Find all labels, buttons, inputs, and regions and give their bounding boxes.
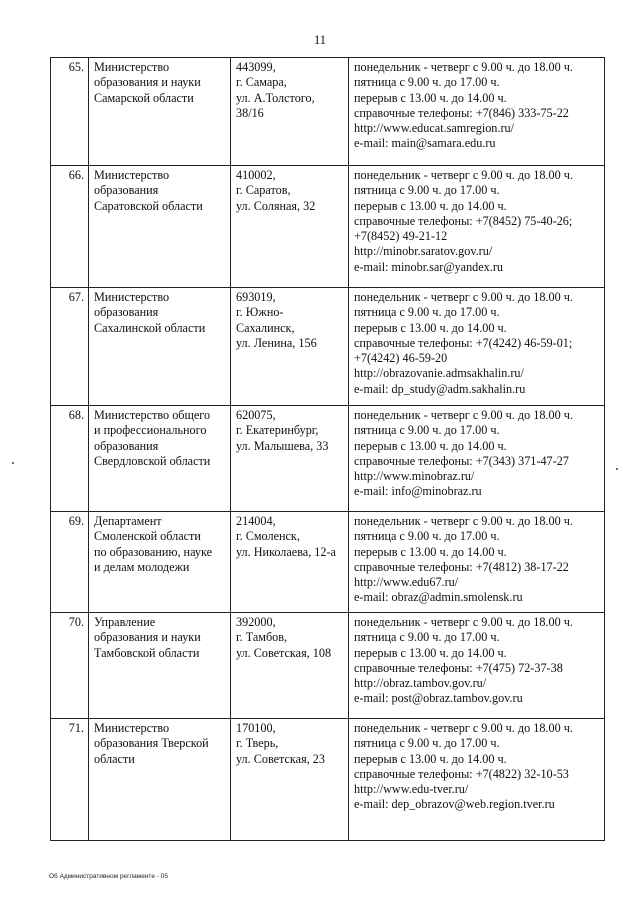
contact-info: понедельник - четверг с 9.00 ч. до 18.00 ч. пятница с 9.00 ч. до 17.00 ч. перерыв с 13.00 ч. до 14.00 ч. справочные телефоны: +7(475) 72-37-38 http://obraz.tambov.gov.ru/ e-mail: post@obraz.tambov.gov.ru: [349, 613, 605, 719]
page-number: 11: [313, 33, 327, 47]
organization-name: Министерство общего и профессионального образования Свердловской области: [89, 406, 231, 512]
table-row: [51, 719, 605, 841]
organization-name: Департамент Смоленской области по образованию, науке и делам молодежи: [89, 512, 231, 613]
organization-address: 620075, г. Екатеринбург, ул. Малышева, 33: [231, 406, 349, 512]
organization-address: 443099, г. Самара, ул. А.Толстого, 38/16: [231, 58, 349, 166]
organization-address: 693019, г. Южно- Сахалинск, ул. Ленина, 156: [231, 288, 349, 406]
table-row: [51, 512, 605, 613]
row-number: 66.: [51, 166, 89, 288]
contact-info: понедельник - четверг с 9.00 ч. до 18.00 ч. пятница с 9.00 ч. до 17.00 ч. перерыв с 13.00 ч. до 14.00 ч. справочные телефоны: +7(8452) 75-40-26; +7(8452) 49-21-12 http://minobr.saratov.gov.ru/ e-mail: minobr.sar@yandex.ru: [349, 166, 605, 288]
row-number: 68.: [51, 406, 89, 512]
row-number: 69.: [51, 512, 89, 613]
document-footer: Об Административном регламенте - 05: [49, 873, 168, 880]
ministries-table: [50, 57, 605, 841]
organization-name: Министерство образования Саратовской области: [89, 166, 231, 288]
contact-info: понедельник - четверг с 9.00 ч. до 18.00 ч. пятница с 9.00 ч. до 17.00 ч. перерыв с 13.00 ч. до 14.00 ч. справочные телефоны: +7(4812) 38-17-22 http://www.edu67.ru/ e-mail: obraz@admin.smolensk.ru: [349, 512, 605, 613]
organization-address: 214004, г. Смоленск, ул. Николаева, 12-а: [231, 512, 349, 613]
table-row: [51, 288, 605, 406]
scan-speck: [616, 468, 618, 470]
organization-name: Министерство образования Тверской области: [89, 719, 231, 841]
organization-address: 410002, г. Саратов, ул. Соляная, 32: [231, 166, 349, 288]
organization-address: 170100, г. Тверь, ул. Советская, 23: [231, 719, 349, 841]
table-row: [51, 613, 605, 719]
table-row: [51, 166, 605, 288]
contact-info: понедельник - четверг с 9.00 ч. до 18.00 ч. пятница с 9.00 ч. до 17.00 ч. перерыв с 13.00 ч. до 14.00 ч. справочные телефоны: +7(4822) 32-10-53 http://www.edu-tver.ru/ e-mail: dep_obrazov@web.region.tver.ru: [349, 719, 605, 841]
contact-info: понедельник - четверг с 9.00 ч. до 18.00 ч. пятница с 9.00 ч. до 17.00 ч. перерыв с 13.00 ч. до 14.00 ч. справочные телефоны: +7(4242) 46-59-01; +7(4242) 46-59-20 http://obrazovanie.admsakhalin.ru/ e-mail: dp_study@adm.sakhalin.ru: [349, 288, 605, 406]
contact-info: понедельник - четверг с 9.00 ч. до 18.00 ч. пятница с 9.00 ч. до 17.00 ч. перерыв с 13.00 ч. до 14.00 ч. справочные телефоны: +7(343) 371-47-27 http://www.minobraz.ru/ e-mail: info@minobraz.ru: [349, 406, 605, 512]
contact-info: понедельник - четверг с 9.00 ч. до 18.00 ч. пятница с 9.00 ч. до 17.00 ч. перерыв с 13.00 ч. до 14.00 ч. справочные телефоны: +7(846) 333-75-22 http://www.educat.samregion.ru/ e-mail: main@samara.edu.ru: [349, 58, 605, 166]
organization-address: 392000, г. Тамбов, ул. Советская, 108: [231, 613, 349, 719]
row-number: 67.: [51, 288, 89, 406]
row-number: 71.: [51, 719, 89, 841]
organization-name: Министерство образования Сахалинской области: [89, 288, 231, 406]
row-number: 65.: [51, 58, 89, 166]
row-number: 70.: [51, 613, 89, 719]
organization-name: Министерство образования и науки Самарской области: [89, 58, 231, 166]
table-row: [51, 58, 605, 166]
organization-name: Управление образования и науки Тамбовской области: [89, 613, 231, 719]
table-row: [51, 406, 605, 512]
scan-speck: [12, 462, 14, 464]
